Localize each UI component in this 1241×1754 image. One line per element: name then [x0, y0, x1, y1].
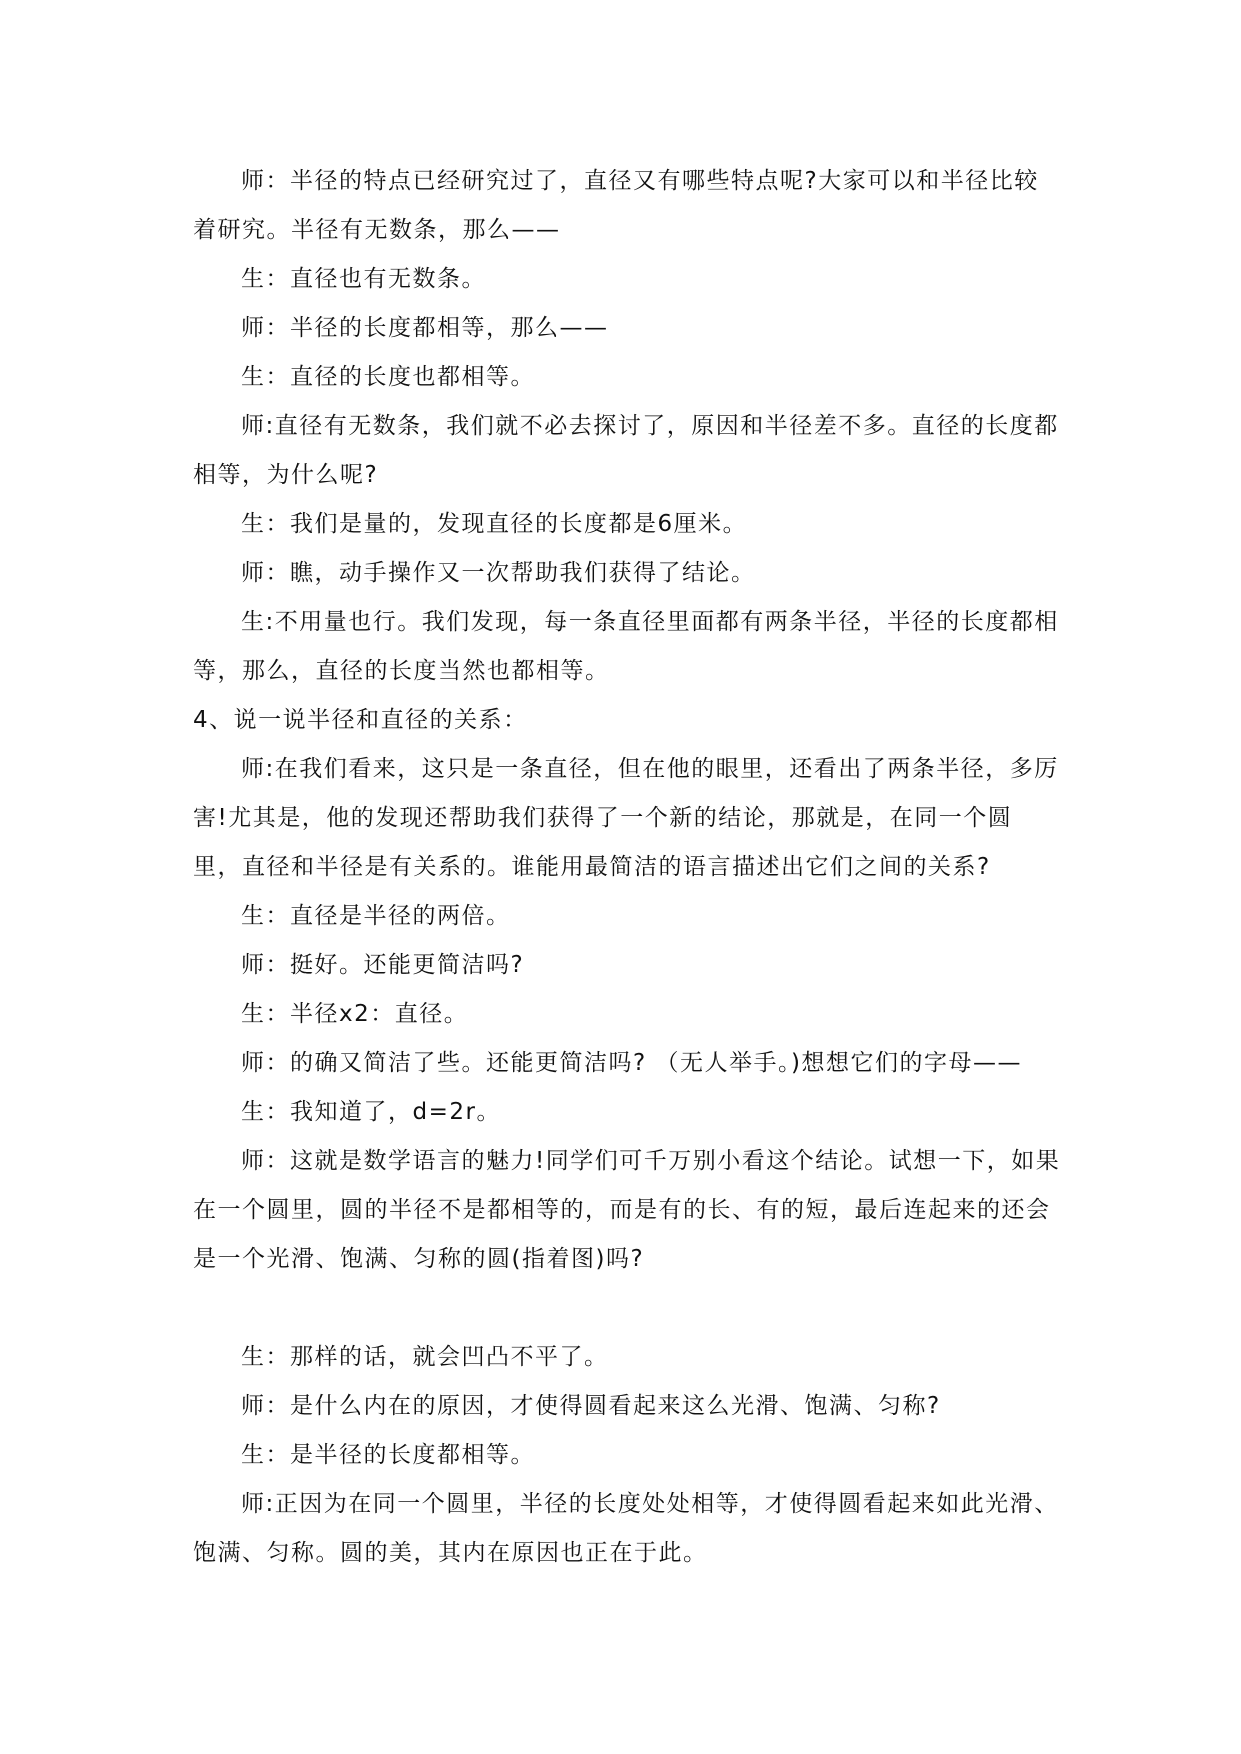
- paragraph: 师：挺好。还能更简洁吗?: [241, 952, 525, 978]
- paragraph: 师：半径的特点已经研究过了，直径又有哪些特点呢?大家可以和半径比较着研究。半径有无数条，那么——: [193, 168, 1039, 243]
- paragraph: 生：直径的长度也都相等。: [241, 364, 535, 390]
- paragraph: 师:在我们看来，这只是一条直径，但在他的眼里，还看出了两条半径，多厉害!尤其是，他的发现还帮助我们获得了一个新的结论，那就是，在同一个圆里，直径和半径是有关系的。谁能用最简洁的语言描述出它们之间的关系?: [193, 756, 1059, 880]
- paragraph: 生：直径是半径的两倍。: [241, 903, 511, 929]
- paragraph: 师：瞧，动手操作又一次帮助我们获得了结论。: [241, 560, 756, 586]
- document-body: [193, 157, 1061, 1578]
- paragraph: 生：直径也有无数条。: [241, 266, 486, 292]
- paragraph: 师：这就是数学语言的魅力!同学们可千万别小看这个结论。试想一下，如果在一个圆里，圆的半径不是都相等的，而是有的长、有的短，最后连起来的还会是一个光滑、饱满、匀称的圆(指着图)吗?: [193, 1148, 1061, 1272]
- paragraph: 师:直径有无数条，我们就不必去探讨了，原因和半径差不多。直径的长度都相等，为什么呢?: [193, 413, 1059, 488]
- paragraph: 生：我知道了，d=2r。: [241, 1099, 501, 1125]
- paragraph: 师：半径的长度都相等，那么——: [241, 315, 609, 341]
- paragraph: 生：半径x2：直径。: [241, 1001, 469, 1027]
- section-heading: 4、说一说半径和直径的关系：: [193, 707, 528, 733]
- paragraph: 生：是半径的长度都相等。: [241, 1442, 535, 1468]
- paragraph: 师:正因为在同一个圆里，半径的长度处处相等，才使得圆看起来如此光滑、饱满、匀称。圆的美，其内在原因也正在于此。: [193, 1491, 1059, 1566]
- paragraph: 师：是什么内在的原因，才使得圆看起来这么光滑、饱满、匀称?: [241, 1393, 941, 1419]
- paragraph: 生：那样的话，就会凹凸不平了。: [241, 1344, 609, 1370]
- paragraph: 生：我们是量的，发现直径的长度都是6厘米。: [241, 511, 748, 537]
- paragraph: 师：的确又简洁了些。还能更简洁吗? （无人举手。)想想它们的字母——: [241, 1050, 1022, 1076]
- paragraph: 生:不用量也行。我们发现，每一条直径里面都有两条半径，半径的长度都相等，那么，直径的长度当然也都相等。: [193, 609, 1059, 684]
- blank-gap: [193, 1284, 1061, 1333]
